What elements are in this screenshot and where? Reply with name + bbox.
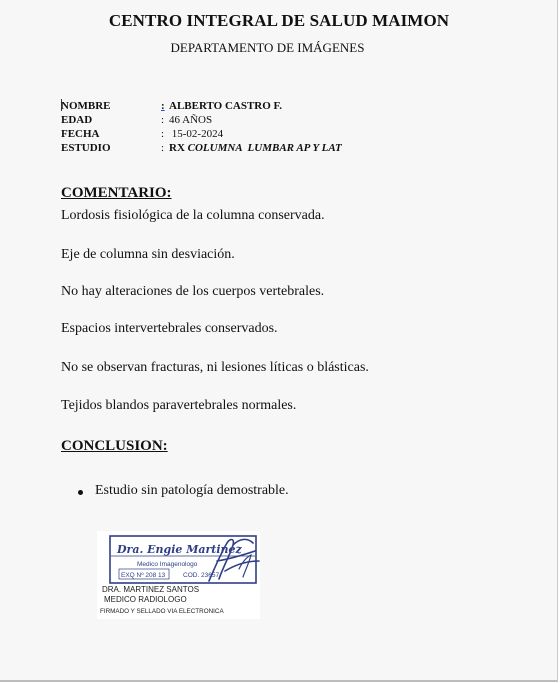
study-prefix-value: RX: [169, 142, 188, 154]
info-row-study: [61, 141, 342, 155]
conclusion-heading: CONCLUSION:: [61, 438, 168, 454]
patient-info-block: [61, 99, 342, 155]
info-sep-study: :: [161, 142, 165, 154]
patient-age-value: 46 AÑOS: [169, 114, 213, 126]
signer-name: DRA. MARTINEZ SANTOS: [102, 585, 200, 594]
conclusion-item-text: Estudio sin patología demostrable.: [95, 483, 289, 498]
info-row-date: [61, 127, 342, 141]
info-label-name: NOMBRE: [61, 100, 111, 112]
comment-paragraph: No se observan fracturas, ni lesiones líticas o blásticas.: [61, 360, 369, 375]
info-row-name: [61, 99, 342, 113]
stamp-name-text: Dra. Engie Martinez: [117, 543, 242, 556]
conclusion-list: [76, 483, 289, 499]
list-item: [76, 483, 289, 499]
study-date-value: 15-02-2024: [169, 128, 224, 140]
info-row-age: [61, 113, 342, 127]
info-sep-date: :: [161, 128, 165, 140]
patient-name-value: ALBERTO CASTRO F.: [169, 100, 283, 112]
department-subtitle: DEPARTAMENTO DE IMÁGENES: [170, 40, 365, 55]
info-sep-age: :: [161, 114, 165, 126]
comment-paragraph: Lordosis fisiológica de la columna conservada.: [61, 208, 325, 223]
comment-paragraph: Tejidos blandos paravertebrales normales.: [61, 398, 297, 413]
signature-note: FIRMADO Y SELLADO VIA ELECTRONICA: [100, 608, 224, 615]
signer-role: MEDICO RADIOLOGO: [104, 595, 187, 604]
stamp-exq-text: EXQ Nº 208 13: [121, 572, 166, 579]
comment-heading: COMENTARIO:: [61, 185, 172, 201]
study-name-value: COLUMNA LUMBAR AP Y LAT: [187, 142, 342, 154]
stamp-cod-text: COD. 23657: [183, 572, 220, 579]
info-label-age: EDAD: [61, 114, 93, 126]
clinic-title: CENTRO INTEGRAL DE SALUD MAIMON: [108, 11, 450, 30]
comment-paragraph: Espacios intervertebrales conservados.: [61, 321, 278, 336]
comment-paragraph: No hay alteraciones de los cuerpos vertebrales.: [61, 284, 325, 299]
info-sep-name: :: [161, 100, 165, 112]
stamp-title-text: Medico Imagenologo: [137, 561, 198, 568]
signature-block: [97, 531, 260, 619]
comment-paragraph: Eje de columna sin desviación.: [61, 247, 235, 262]
bullet-icon: [78, 490, 83, 495]
info-label-study: ESTUDIO: [61, 142, 111, 154]
signature-stamp-image: [97, 531, 260, 587]
info-label-date: FECHA: [61, 128, 100, 140]
